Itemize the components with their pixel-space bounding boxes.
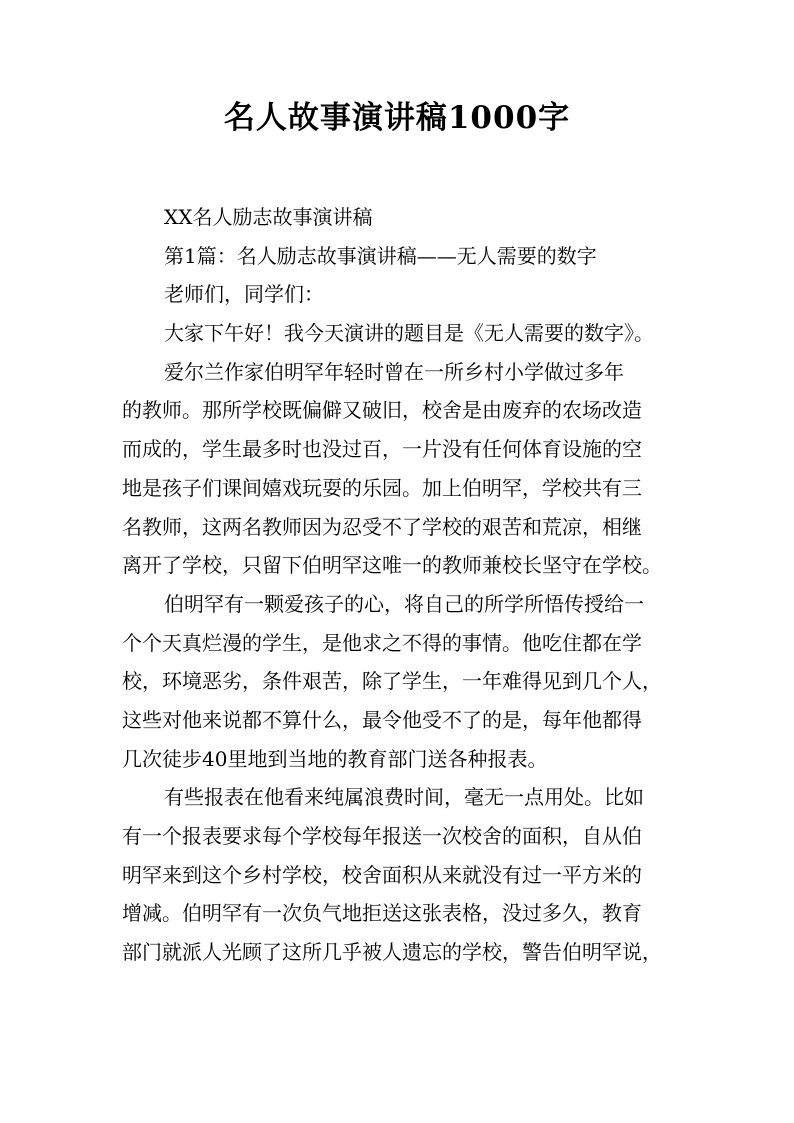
text-line: 第1篇：名人励志故事演讲稿——无人需要的数字 bbox=[164, 243, 597, 268]
text-line: 爱尔兰作家伯明罕年轻时曾在一所乡村小学做过多年 bbox=[164, 359, 624, 384]
text-line: 个个天真烂漫的学生，是他求之不得的事情。他吃住都在学 bbox=[122, 630, 642, 655]
document-body bbox=[122, 198, 682, 972]
text-line: 老师们，同学们： bbox=[164, 282, 324, 307]
text-line: 大家下午好！我今天演讲的题目是《无人需要的数字》。 bbox=[164, 321, 654, 346]
text-line: 的教师。那所学校既偏僻又破旧，校舍是由废弃的农场改造 bbox=[122, 398, 642, 423]
document-title: 名人故事演讲稿1000字 bbox=[223, 100, 571, 136]
text-line: 几次徒步40里地到当地的教育部门送各种报表。 bbox=[122, 746, 548, 771]
text-line: 校，环境恶劣，条件艰苦，除了学生，一年难得见到几个人， bbox=[122, 669, 662, 694]
text-line: 名教师，这两名教师因为忍受不了学校的艰苦和荒凉，相继 bbox=[122, 514, 642, 539]
text-line: 部门就派人光顾了这所几乎被人遗忘的学校，警告伯明罕说， bbox=[122, 940, 662, 965]
text-line: 而成的，学生最多时也没过百，一片没有任何体育设施的空 bbox=[122, 437, 642, 462]
text-line: 增减。伯明罕有一次负气地拒送这张表格，没过多久，教育 bbox=[122, 901, 642, 926]
text-line: 伯明罕有一颗爱孩子的心，将自己的所学所悟传授给一 bbox=[164, 591, 644, 616]
text-line: 明罕来到这个乡村学校，校舍面积从来就没有过一平方米的 bbox=[122, 862, 642, 887]
text-line: 有些报表在他看来纯属浪费时间，毫无一点用处。比如 bbox=[164, 785, 644, 810]
text-line: 地是孩子们课间嬉戏玩耍的乐园。加上伯明罕，学校共有三 bbox=[122, 475, 642, 500]
text-line: 这些对他来说都不算什么，最令他受不了的是，每年他都得 bbox=[122, 707, 642, 732]
text-line: XX名人励志故事演讲稿 bbox=[164, 205, 373, 229]
text-line: 离开了学校，只留下伯明罕这唯一的教师兼校长坚守在学校。 bbox=[122, 553, 662, 578]
text-line: 有一个报表要求每个学校每年报送一次校舍的面积，自从伯 bbox=[122, 824, 642, 848]
